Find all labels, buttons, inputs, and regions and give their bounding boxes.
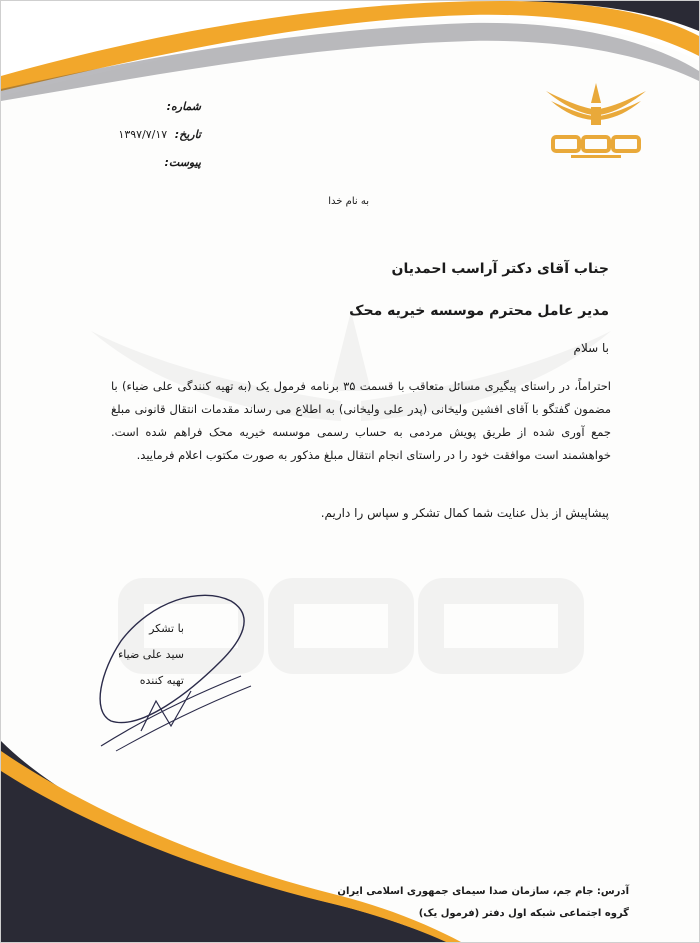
- signature-title: تهیه کننده: [139, 674, 184, 687]
- addressee-position: مدیر عامل محترم موسسه خیریه محک: [349, 303, 609, 319]
- addressee: جناب آقای دکتر آراسب احمدیان: [391, 261, 609, 277]
- date-value: ۱۳۹۷/۷/۱۷: [118, 128, 168, 141]
- footer-group: گروه اجتماعی شبکه اول دفتر (فرمول یک): [418, 908, 629, 919]
- signature-thanks: با تشکر: [149, 622, 184, 635]
- letter-body: احتراماً، در راستای پیگیری مسائل متعاقب با قسمت ۳۵ برنامه فرمول یک (به تهیه کنندگی علی ضیاء) با مضمون گفتگو با آقای افشین ولیخانی (پدر علی ولیخانی) به اطلاع می رساند مقدمات انتقال قانونی مبلغ جمع آوری شده از طریق پویش مردمی به حساب رسمی موسسه خیریه محک فراهم شده است. خواهشمند است موافقت خود را در راستای انجام انتقال مبلغ مذکور به صورت مکتوب اعلام فرمایید.: [111, 379, 611, 462]
- signature-block: [64, 616, 184, 694]
- footer-address: آدرس: جام جم، سازمان صدا سیمای جمهوری اسلامی ایران: [337, 886, 629, 897]
- basmala: به نام خدا: [328, 196, 369, 207]
- attachment-row: [101, 149, 201, 177]
- signature-name: سید علی ضیاء: [118, 648, 184, 661]
- letter-footer: [309, 881, 629, 925]
- date-label: تاریخ:: [174, 128, 201, 141]
- number-label: شماره:: [166, 100, 201, 113]
- closing-line: پیشاپیش از بذل عنایت شما کمال تشکر و سپاس را داریم.: [320, 506, 609, 520]
- date-row: [101, 121, 201, 149]
- number-row: [101, 93, 201, 121]
- formula-one-logo-icon: [541, 81, 651, 161]
- letter-meta: [101, 93, 201, 177]
- attachment-label: پیوست:: [164, 156, 201, 169]
- salutation: با سلام: [573, 341, 609, 355]
